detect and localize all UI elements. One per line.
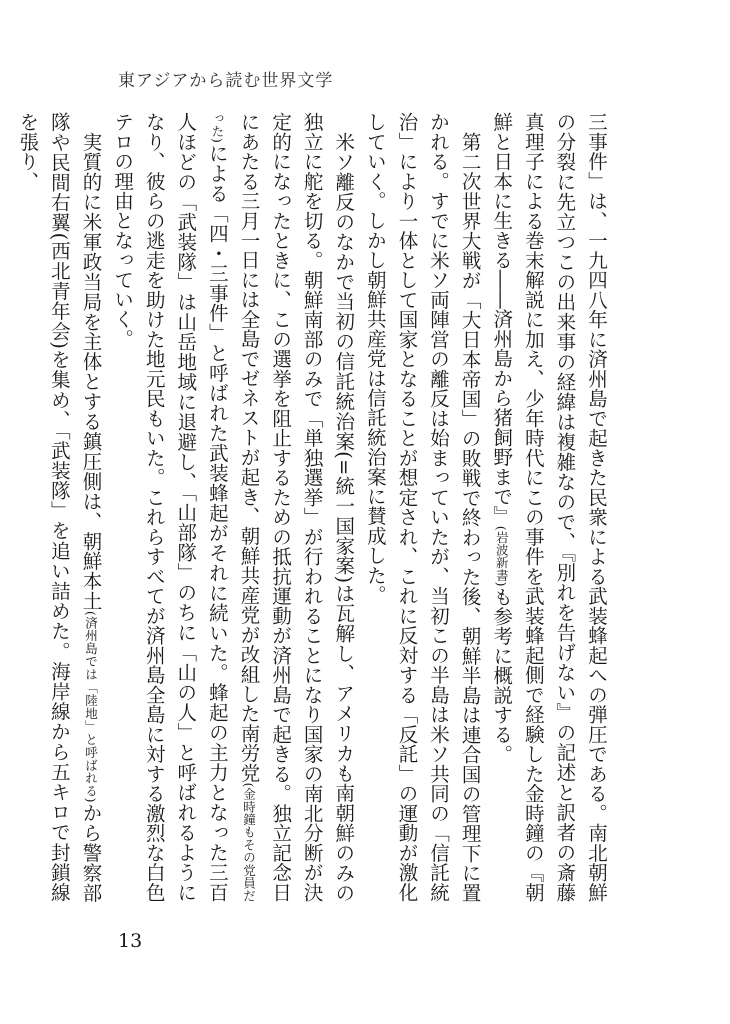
paragraph-3-note: (金時鐘もその党員だった) bbox=[209, 112, 257, 902]
paragraph-4-text-c: から警察部隊や民間右翼(西北青年会)を集め、「武装隊」を追い詰めた。海岸線から五キロで封鎖線を張り、 bbox=[16, 112, 103, 902]
paragraph-1 bbox=[486, 112, 612, 902]
paragraph-2: 第二次世界大戦が「大日本帝国」の敗戦で終わった後、朝鮮半島は連合国の管理下に置かれる。すでに米ソ両陣営の離反は始まっていたが、当初この半島は米ソ共同の「信託統治」により一体として国家となることが想定され、これに反対する「反託」の運動が激化していく。しかし朝鮮共産党は信託統治案に賛成した。 bbox=[363, 112, 482, 902]
paragraph-4 bbox=[12, 112, 107, 902]
paragraph-3-text-c: による「四・三事件」と呼ばれた武装蜂起がそれに続いた。蜂起の主力となった三百人ほどの「武装隊」は山岳地域に退避し、「山部隊」のちに「山の人」と呼ばれるようになり、彼らの逃走を助けた地元民もいた。これらすべてが済州島全島に対する激烈な白色テロの理由となっていく。 bbox=[111, 112, 229, 902]
paragraph-1-note: (岩波新書) bbox=[494, 525, 510, 587]
paragraph-4-note: (済州島では「陸地」と呼ばれる) bbox=[83, 610, 99, 803]
paragraph-1-text-c: も参考に概説する。 bbox=[490, 586, 514, 764]
paragraph-4-text-a: 実質的に米軍政当局を主体とする鎮圧側は、朝鮮本土 bbox=[79, 131, 103, 611]
paragraph-3-text-a: 米ソ離反のなかで当初の信託統治案(=統一国家案)は瓦解し、アメリカも南朝鮮のみの独立に舵を切る。朝鮮南部のみで「単独選挙」が行われることになり国家の南北分断が決定的になったときに、この選挙を阻止するための抵抗運動が済州島で起きる。独立記念日にあたる三月一日には全島でゼネストが起き、朝鮮共産党が改組した南労党 bbox=[237, 112, 356, 902]
paragraph-1-text-a: 三事件」は、一九四八年に済州島で起きた民衆による武装蜂起への弾圧である。南北朝鮮の分裂に先立つこの出来事の経緯は複雑なので、『別れを告げない』の記述と訳者の斎藤真理子による巻末解説に加え、少年時代にこの事件を武装蜂起側で経験した金時鐘の『朝鮮と日本に生きる――済州島から猪飼野まで』 bbox=[490, 112, 608, 902]
running-head-title: 東アジアから読む世界文学 bbox=[118, 71, 334, 91]
paragraph-3 bbox=[107, 112, 360, 902]
page-number: 13 bbox=[118, 930, 143, 952]
body-text bbox=[16, 112, 612, 902]
